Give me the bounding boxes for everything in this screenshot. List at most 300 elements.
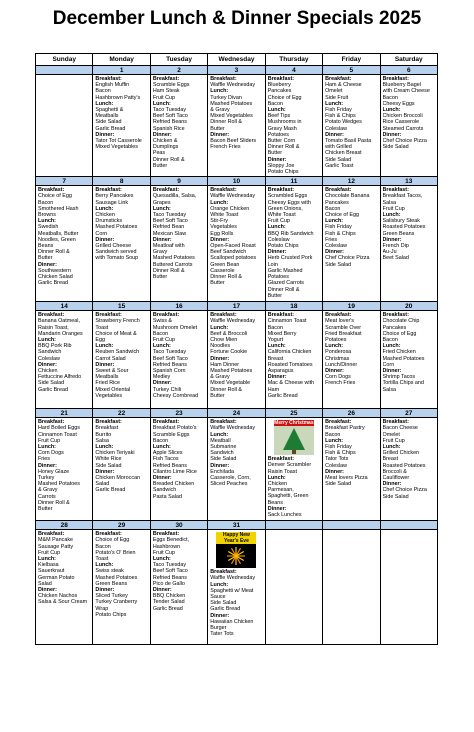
menu-item: Breakfast: [95, 425, 119, 432]
menu-item: Side Salad: [382, 493, 409, 500]
menu-item: Fish & Chips: [325, 450, 356, 457]
menu-item: Roasted Potatoes: [382, 462, 426, 469]
date-number-sunday: 7: [36, 177, 93, 186]
date-number-sunday: 14: [36, 302, 93, 311]
menu-item: Coleslaw: [325, 462, 347, 469]
meal-label: Lunch:: [95, 205, 114, 212]
menu-item: Dinner Roll &: [210, 386, 243, 393]
menu-item: & Gravy: [210, 107, 230, 114]
menu-item: Chicken Broccoli: [382, 113, 423, 120]
menu-item: Chicken &: [152, 138, 178, 145]
meal-label: Lunch:: [325, 100, 344, 107]
meal-label: Lunch:: [210, 88, 229, 95]
menu-item: Buttered Carrots: [152, 261, 193, 268]
meal-label: Dinner:: [325, 468, 344, 475]
date-number-saturday: 20: [380, 302, 437, 311]
weekday-saturday: Saturday: [380, 54, 437, 66]
menu-item: Egg Rolls: [210, 230, 234, 237]
meal-label: Dinner:: [325, 368, 344, 375]
meal-label: Breakfast:: [267, 76, 295, 82]
menu-item: Omelet: [382, 431, 400, 438]
menu-item: Meatloaf with: [152, 243, 185, 250]
menu-item: Dinner Roll &: [267, 286, 300, 293]
meal-label: Lunch:: [267, 224, 286, 231]
menu-item: Green Beans: [382, 230, 415, 237]
menu-cell: [380, 530, 437, 645]
menu-item: Hashbrown: [152, 543, 181, 550]
date-number-wednesday: 31: [208, 521, 265, 530]
date-number-friday: 19: [323, 302, 380, 311]
date-number-thursday: 18: [265, 302, 322, 311]
menu-item: Glazed Carrots: [267, 280, 304, 287]
menu-item: Fried Chicken: [382, 349, 416, 356]
menu-item: Corn: [382, 361, 395, 368]
menu-item: Herb Crusted Pork: [267, 255, 313, 262]
menu-item: Fortune Cookie: [210, 349, 248, 356]
menu-item: Bacon: [152, 437, 169, 444]
menu-item: Mac & Cheese with: [267, 380, 315, 387]
menu-item: Denver Scrambler: [267, 462, 312, 469]
menu-item: Sausage Link: [95, 199, 129, 206]
meal-label: Dinner:: [382, 236, 402, 243]
menu-item: Butter Corn: [267, 138, 296, 145]
menu-item: Tator Tots: [325, 456, 349, 463]
menu-item: Ponderosa: [325, 349, 352, 356]
calendar-grid: [35, 53, 438, 645]
menu-item: Enchilada: [210, 468, 234, 475]
menu-item: English Muffin: [95, 82, 130, 89]
menu-item: White Toast: [210, 212, 239, 219]
meal-label: Breakfast:: [95, 419, 122, 426]
meal-label: Dinner:: [95, 587, 115, 594]
menu-item: Lunch/Dinner: [325, 361, 358, 368]
menu-item: Yogurt: [267, 337, 284, 344]
menu-item: Tater Tots: [210, 631, 234, 638]
menu-item: Salsa: [382, 386, 397, 393]
menu-item: Grapes: [152, 199, 171, 206]
date-number-tuesday: 9: [150, 177, 207, 186]
menu-item: Omelet: [325, 88, 343, 95]
menu-item: & Gravy: [38, 487, 58, 494]
menu-item: Side Salad: [38, 380, 65, 387]
menu-item: Fruit Cup: [38, 549, 61, 556]
menu-cell: [323, 311, 380, 409]
menu-item: Honey Glaze: [38, 468, 70, 475]
menu-item: Butter: [152, 274, 168, 281]
menu-item: Tomato Basil Pasta: [325, 138, 372, 145]
menu-item: Bacon: [152, 330, 169, 337]
menu-item: Cheesy Eggs with: [267, 199, 311, 206]
menu-item: Garlic Bread: [38, 280, 68, 287]
menu-cell: [93, 418, 150, 521]
menu-item: Beef Tips: [267, 113, 291, 120]
meal-label: Dinner:: [38, 462, 57, 469]
date-number-tuesday: 16: [150, 302, 207, 311]
menu-item: Chicken: [95, 212, 115, 219]
menu-item: Choice of Meat &: [95, 330, 137, 337]
date-number-tuesday: 2: [150, 66, 207, 75]
menu-item: Waffle Wednesday: [210, 193, 256, 200]
date-number-row: [36, 302, 438, 311]
menu-item: Side Salad: [210, 600, 237, 607]
menu-cell: [150, 530, 207, 645]
weekday-sunday: Sunday: [36, 54, 93, 66]
menu-item: Bacon: [267, 324, 283, 331]
menu-item: Breakfast Potato's: [152, 425, 197, 432]
fireworks-icon: [216, 532, 256, 568]
menu-item: Taco Tuesday: [152, 349, 187, 356]
meal-label: Dinner:: [210, 462, 230, 469]
menu-item: Waffle Wednesday: [210, 82, 256, 89]
date-number-friday: 12: [323, 177, 380, 186]
date-number-row: [36, 521, 438, 530]
menu-item: Salad: [95, 481, 110, 488]
meal-label: Breakfast:: [210, 569, 237, 576]
menu-item: Meatballs, Butter: [38, 230, 79, 237]
meal-label: Lunch:: [152, 205, 171, 212]
menu-item: Apple Slices: [152, 450, 183, 457]
meal-label: Breakfast:: [325, 419, 352, 426]
menu-item: Casserole: [210, 267, 235, 274]
christmas-tree-icon: [274, 420, 314, 455]
meal-label: Lunch:: [382, 212, 401, 219]
menu-item: Dinner Roll &: [210, 274, 243, 281]
menu-item: Sandwich: [38, 349, 62, 356]
menu-cell: [93, 311, 150, 409]
meal-label: Breakfast:: [267, 312, 295, 319]
meal-label: Dinner:: [152, 131, 172, 138]
menu-cell: [93, 530, 150, 645]
menu-item: Corn: [95, 230, 108, 237]
meal-label: Dinner:: [38, 261, 57, 268]
menu-row: [36, 530, 438, 645]
menu-item: Grilled Chicken: [382, 450, 420, 457]
menu-item: Chocolate Chip: [382, 318, 420, 325]
menu-item: Steamed Carrots: [382, 125, 424, 132]
menu-item: Mashed Potatoes: [382, 355, 425, 362]
date-number-monday: 29: [93, 521, 150, 530]
menu-item: French Fries: [325, 380, 356, 387]
meal-label: Breakfast:: [382, 312, 409, 319]
date-number-sunday: 28: [36, 521, 93, 530]
menu-item: Butter: [267, 292, 283, 299]
menu-item: Sliced Peaches: [210, 481, 248, 488]
menu-item: Eggs Benedict,: [152, 537, 190, 544]
menu-item: Cinnamon Toast: [267, 318, 307, 325]
menu-item: Choice of Egg: [325, 212, 359, 219]
menu-item: Scramble Eggs: [152, 82, 190, 89]
date-number-monday: 1: [93, 66, 150, 75]
menu-item: Butter: [210, 392, 225, 399]
menu-row: [36, 75, 438, 177]
menu-item: Choice of Egg: [382, 330, 417, 337]
menu-cell: [323, 530, 380, 645]
weekday-wednesday: Wednesday: [208, 54, 265, 66]
meal-label: Lunch:: [210, 199, 229, 206]
menu-item: Bacon: [382, 337, 398, 344]
menu-item: BBQ Chicken: [152, 593, 186, 600]
meal-label: Lunch:: [152, 100, 171, 107]
menu-item: Cheesy Eggs: [382, 100, 415, 107]
meal-label: Lunch:: [382, 343, 401, 350]
meal-label: Breakfast:: [95, 187, 122, 194]
menu-item: Choice of Egg: [38, 193, 72, 200]
menu-item: Bacon: [38, 199, 54, 206]
menu-cell: [36, 311, 93, 409]
meal-label: Dinner:: [210, 236, 230, 243]
menu-item: Chef Choice Pizza: [382, 138, 427, 145]
menu-item: Loin: [267, 261, 278, 268]
meal-label: Lunch:: [325, 437, 344, 444]
menu-item: Shrimp Tacos: [382, 374, 416, 381]
menu-item: Gravy Mash: [267, 125, 297, 132]
menu-item: Sloppy Joe: [267, 162, 295, 169]
menu-item: Garlic Bread: [95, 487, 126, 494]
menu-item: Mushrooms in: [267, 119, 302, 126]
menu-item: Meat lover's: [325, 318, 354, 325]
menu-item: Breakfast Pastry: [325, 425, 365, 432]
menu-item: Chicken Teriyaki: [95, 450, 135, 457]
menu-item: Potatoes: [325, 337, 347, 344]
menu-item: Bacon: [95, 543, 111, 550]
menu-item: Dinner Roll &: [210, 119, 243, 126]
menu-item: Burger: [210, 625, 227, 632]
menu-item: Noodles, Green: [38, 236, 76, 243]
menu-item: Wrap: [95, 605, 109, 612]
menu-item: BBQ Rib Sandwich: [267, 230, 314, 237]
menu-cell: [380, 186, 437, 302]
menu-item: Swiss steak: [95, 568, 124, 575]
meal-label: Dinner:: [267, 249, 287, 256]
menu-item: Green Beans: [95, 580, 128, 587]
menu-item: Medley: [152, 374, 171, 381]
meal-label: Lunch:: [382, 444, 401, 451]
menu-item: Chicken Moroccan: [95, 475, 141, 482]
menu-item: Sausage Patty: [38, 543, 74, 550]
menu-item: Coleslaw: [325, 243, 347, 250]
meal-label: Dinner:: [152, 475, 172, 482]
menu-item: Meat lovers Pizza: [325, 475, 368, 482]
meal-label: Breakfast:: [210, 419, 237, 426]
menu-item: Waffle Wednesday: [210, 575, 256, 582]
menu-item: Coleslaw: [38, 355, 60, 362]
meal-label: Lunch:: [95, 100, 114, 107]
meal-label: Lunch:: [267, 343, 286, 350]
menu-item: Strawberry French: [95, 318, 140, 325]
meal-label: Breakfast:: [95, 531, 122, 538]
menu-item: Beef Soft Taco: [152, 218, 188, 225]
menu-row: [36, 311, 438, 409]
meal-label: Dinner:: [382, 481, 402, 488]
menu-item: Side Salad: [95, 462, 122, 469]
menu-item: Browns: [38, 212, 56, 219]
menu-cell: [265, 186, 322, 302]
menu-item: Rice Casserole: [382, 119, 420, 126]
menu-item: Grilled Cheese: [95, 243, 132, 250]
menu-item: Fried Breakfast: [325, 330, 362, 337]
meal-label: Breakfast:: [382, 76, 409, 82]
menu-item: Fries: [38, 456, 50, 463]
meal-label: Breakfast:: [210, 76, 237, 82]
meal-label: Dinner:: [152, 236, 172, 243]
menu-item: Orange Chicken: [210, 205, 250, 212]
menu-item: Spanish Corn: [152, 368, 186, 375]
meal-label: Lunch:: [95, 343, 114, 350]
menu-item: Mashed Potatoes: [210, 368, 253, 375]
menu-item: Chicken Breast: [325, 150, 362, 157]
menu-item: Reuben Sandwich: [95, 349, 140, 356]
menu-cell: [265, 311, 322, 409]
weekday-tuesday: Tuesday: [150, 54, 207, 66]
menu-item: Spanish Rice: [152, 125, 185, 132]
menu-item: Garlic Toast: [325, 162, 354, 169]
menu-item: Butter: [210, 125, 225, 132]
meal-label: Breakfast:: [95, 312, 122, 319]
menu-item: White Rice: [95, 456, 122, 463]
menu-item: Bacon Beef Sliders: [210, 138, 257, 145]
meal-label: Lunch:: [325, 343, 344, 350]
menu-item: Peas: [152, 150, 166, 157]
weekday-friday: Friday: [323, 54, 380, 66]
meal-label: Dinner:: [95, 236, 115, 243]
menu-item: Smothered Hash: [38, 205, 79, 212]
menu-cell: [208, 186, 265, 302]
menu-item: Toast: [95, 324, 109, 331]
menu-cell: [380, 311, 437, 409]
weekday-thursday: Thursday: [265, 54, 322, 66]
meal-label: Lunch:: [38, 444, 56, 451]
menu-item: Sauerkraut: [38, 568, 65, 575]
meal-label: Breakfast:: [152, 187, 180, 194]
meal-label: Lunch:: [210, 431, 229, 438]
meal-label: Dinner:: [267, 374, 287, 381]
menu-item: Dinner Roll &: [38, 249, 70, 256]
menu-item: Bacon: [267, 100, 283, 107]
meal-label: Lunch:: [152, 556, 171, 563]
menu-item: Vegetables: [95, 392, 123, 399]
menu-item: Meatballs: [95, 113, 119, 120]
menu-item: Chicken: [38, 368, 58, 375]
menu-item: Pancakes: [382, 324, 407, 331]
menu-item: Ham & Cheese: [325, 82, 362, 89]
meal-label: Dinner:: [38, 587, 57, 594]
menu-item: Chow Mien: [210, 337, 238, 344]
menu-item: Scramble Eggs: [152, 431, 190, 438]
menu-item: Christmas: [325, 355, 350, 362]
menu-item: Potato Chips: [267, 169, 299, 176]
meal-label: Breakfast:: [325, 187, 352, 194]
meal-label: Dinner:: [38, 361, 57, 368]
menu-item: Corn Dogs: [38, 450, 64, 457]
menu-cell: [150, 186, 207, 302]
meal-label: Breakfast:: [95, 76, 122, 82]
menu-item: Open-Faced Roast: [210, 243, 256, 250]
menu-item: Sandwich: [210, 450, 234, 457]
menu-item: Sandwich: [152, 487, 177, 494]
menu-item: Beef Soft Taco: [152, 355, 188, 362]
menu-item: Blueberry: [267, 82, 291, 89]
meal-label: Lunch:: [210, 581, 229, 588]
meal-label: Lunch:: [38, 218, 56, 225]
date-number-tuesday: 23: [150, 409, 207, 418]
meal-label: Lunch:: [152, 444, 171, 451]
menu-item: Swedish: [38, 224, 59, 231]
menu-item: Ham Dinner: [210, 361, 240, 368]
meal-label: Dinner:: [95, 131, 115, 138]
menu-item: Refried Beans: [152, 119, 188, 126]
date-number-thursday: [265, 521, 322, 530]
menu-item: Raisin Toast,: [38, 324, 69, 331]
menu-item: Salad: [38, 580, 52, 587]
menu-item: Carrots: [38, 493, 56, 500]
menu-item: Cauliflower: [382, 475, 410, 482]
menu-item: Side Salad: [95, 119, 122, 126]
menu-item: Tortilla Chips and: [382, 380, 424, 387]
menu-cell: [380, 418, 437, 521]
menu-cell: [265, 530, 322, 645]
menu-item: with Grilled: [325, 144, 352, 151]
menu-item: California Chicken: [267, 349, 312, 356]
menu-item: Chicken Nachos: [38, 593, 78, 600]
menu-item: Salsa: [382, 199, 397, 206]
menu-item: French Fries: [210, 144, 241, 151]
menu-cell: [323, 186, 380, 302]
menu-item: Au-Ju: [382, 249, 397, 256]
menu-item: Butter: [152, 162, 168, 169]
menu-cell: [36, 186, 93, 302]
meal-label: Dinner:: [95, 361, 115, 368]
menu-item: Beet Salad: [382, 255, 409, 262]
menu-item: Fish Friday: [325, 224, 352, 231]
date-number-thursday: 11: [265, 177, 322, 186]
menu-item: Toast: [95, 556, 109, 563]
meal-label: Dinner:: [152, 587, 172, 594]
menu-item: Mashed Potatoes: [38, 481, 80, 488]
menu-item: Potatoes: [267, 274, 289, 281]
menu-cell: [150, 418, 207, 521]
menu-item: Waffle Wednesday: [210, 318, 256, 325]
menu-item: Side Salad: [325, 261, 352, 268]
menu-item: Waffle Wednesday: [210, 425, 256, 432]
menu-cell: [208, 311, 265, 409]
menu-item: Noodles: [210, 343, 231, 350]
date-number-friday: [323, 521, 380, 530]
meal-label: Lunch:: [38, 556, 56, 563]
date-number-row: [36, 66, 438, 75]
menu-item: Mashed Potatoes: [95, 224, 138, 231]
weekday-monday: Monday: [93, 54, 150, 66]
menu-item: Fruit Cup: [152, 549, 176, 556]
meal-label: Dinner:: [95, 468, 115, 475]
meal-label: Dinner:: [210, 612, 230, 619]
menu-item: Beef Soft Taco: [152, 568, 188, 575]
menu-item: Mashed Potatoes: [152, 255, 195, 262]
menu-item: Beans: [38, 243, 54, 250]
date-number-saturday: 6: [380, 66, 437, 75]
menu-item: Turkey: [38, 475, 55, 482]
date-number-sunday: 21: [36, 409, 93, 418]
menu-item: Side Fruit: [325, 94, 349, 101]
meal-label: Lunch:: [152, 343, 171, 350]
menu-item: Fruit Cup: [152, 337, 176, 344]
meal-label: Dinner:: [382, 368, 402, 375]
menu-item: Chocolate Banana: [325, 193, 370, 200]
menu-item: Swiss &: [152, 318, 173, 325]
menu-item: Vegetables: [210, 224, 237, 231]
meal-label: Lunch:: [210, 324, 229, 331]
meal-label: Lunch:: [38, 337, 56, 344]
meal-label: Breakfast:: [152, 531, 180, 538]
